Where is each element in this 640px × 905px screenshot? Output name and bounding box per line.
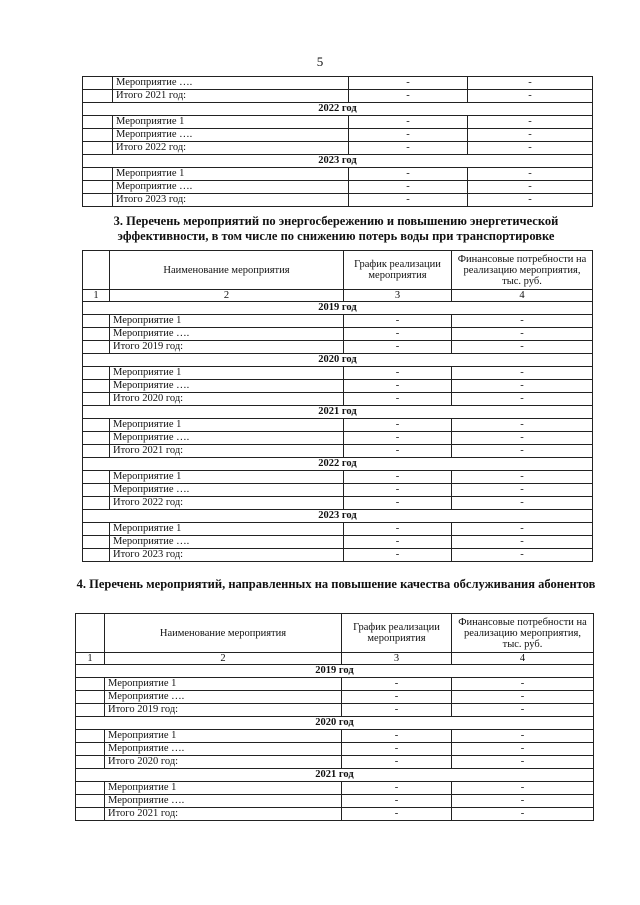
total-label: Итого 2021 год: bbox=[113, 90, 349, 103]
event-name: Мероприятие …. bbox=[110, 328, 344, 341]
event-name: Мероприятие 1 bbox=[110, 471, 344, 484]
event-row bbox=[83, 367, 593, 380]
event-name: Мероприятие 1 bbox=[110, 523, 344, 536]
row-number-cell bbox=[76, 795, 105, 808]
total-row bbox=[83, 142, 593, 155]
event-row bbox=[83, 523, 593, 536]
year-row bbox=[76, 769, 594, 782]
year-row bbox=[76, 717, 594, 730]
finance-cell: - bbox=[452, 393, 593, 406]
year-row bbox=[83, 510, 593, 523]
schedule-cell: - bbox=[344, 367, 452, 380]
finance-cell: - bbox=[452, 341, 593, 354]
schedule-cell: - bbox=[344, 419, 452, 432]
section-3-heading: 3. Перечень мероприятий по энергосбережению и повышению энергетической эффективности, в том числе по снижению потерь воды при транспортировке bbox=[113, 214, 559, 243]
total-label: Итого 2020 год: bbox=[105, 756, 342, 769]
finance-cell: - bbox=[468, 129, 593, 142]
event-name: Мероприятие …. bbox=[113, 181, 349, 194]
year-row bbox=[83, 302, 593, 315]
header-cell: Финансовые потребности на реализацию мероприятия, тыс. руб. bbox=[452, 614, 594, 653]
row-number-cell bbox=[83, 129, 113, 142]
event-name: Мероприятие …. bbox=[110, 432, 344, 445]
event-name: Мероприятие …. bbox=[110, 380, 344, 393]
row-number-cell bbox=[83, 484, 110, 497]
finance-cell: - bbox=[452, 730, 594, 743]
schedule-cell: - bbox=[349, 142, 468, 155]
year-label: 2021 год bbox=[76, 769, 594, 782]
event-name: Мероприятие …. bbox=[105, 691, 342, 704]
year-row bbox=[76, 665, 594, 678]
row-number-cell bbox=[76, 691, 105, 704]
event-name: Мероприятие 1 bbox=[105, 678, 342, 691]
column-number: 2 bbox=[105, 653, 342, 665]
finance-cell: - bbox=[468, 142, 593, 155]
event-row bbox=[83, 116, 593, 129]
finance-cell: - bbox=[452, 367, 593, 380]
schedule-cell: - bbox=[349, 90, 468, 103]
schedule-cell: - bbox=[342, 678, 452, 691]
year-row bbox=[83, 103, 593, 116]
event-row bbox=[83, 181, 593, 194]
row-number-cell bbox=[83, 90, 113, 103]
finance-cell: - bbox=[468, 194, 593, 207]
row-number-cell bbox=[83, 380, 110, 393]
total-row bbox=[76, 704, 594, 717]
row-number-cell bbox=[83, 194, 113, 207]
section-4-table bbox=[75, 613, 594, 821]
schedule-cell: - bbox=[342, 743, 452, 756]
schedule-cell: - bbox=[342, 808, 452, 821]
finance-cell: - bbox=[468, 77, 593, 90]
row-number-cell bbox=[76, 808, 105, 821]
event-row bbox=[83, 129, 593, 142]
row-number-cell bbox=[83, 497, 110, 510]
column-number: 1 bbox=[83, 290, 110, 302]
total-label: Итого 2022 год: bbox=[110, 497, 344, 510]
total-row bbox=[83, 497, 593, 510]
row-number-cell bbox=[83, 471, 110, 484]
event-row bbox=[83, 77, 593, 90]
finance-cell: - bbox=[452, 808, 594, 821]
row-number-cell bbox=[83, 168, 113, 181]
total-label: Итого 2021 год: bbox=[105, 808, 342, 821]
header-row bbox=[76, 614, 594, 653]
event-row bbox=[83, 380, 593, 393]
header-cell: Наименование мероприятия bbox=[105, 614, 342, 653]
finance-cell: - bbox=[452, 445, 593, 458]
row-number-cell bbox=[83, 181, 113, 194]
row-number-cell bbox=[83, 549, 110, 562]
year-row bbox=[83, 155, 593, 168]
event-name: Мероприятие …. bbox=[110, 484, 344, 497]
schedule-cell: - bbox=[344, 471, 452, 484]
finance-cell: - bbox=[468, 168, 593, 181]
schedule-cell: - bbox=[344, 536, 452, 549]
schedule-cell: - bbox=[342, 756, 452, 769]
schedule-cell: - bbox=[349, 181, 468, 194]
finance-cell: - bbox=[468, 90, 593, 103]
row-number-cell bbox=[76, 756, 105, 769]
total-label: Итого 2022 год: bbox=[113, 142, 349, 155]
column-number-row bbox=[76, 653, 594, 665]
row-number-cell bbox=[83, 315, 110, 328]
schedule-cell: - bbox=[349, 116, 468, 129]
column-number: 1 bbox=[76, 653, 105, 665]
year-label: 2020 год bbox=[76, 717, 594, 730]
total-row bbox=[76, 808, 594, 821]
schedule-cell: - bbox=[344, 341, 452, 354]
row-number-cell bbox=[83, 142, 113, 155]
events-table-continued bbox=[82, 76, 593, 207]
event-row bbox=[83, 315, 593, 328]
schedule-cell: - bbox=[344, 484, 452, 497]
column-number: 3 bbox=[344, 290, 452, 302]
column-number-row bbox=[83, 290, 593, 302]
finance-cell: - bbox=[452, 536, 593, 549]
schedule-cell: - bbox=[344, 549, 452, 562]
year-label: 2022 год bbox=[83, 103, 593, 116]
year-row bbox=[83, 354, 593, 367]
finance-cell: - bbox=[452, 704, 594, 717]
column-number: 2 bbox=[110, 290, 344, 302]
finance-cell: - bbox=[452, 549, 593, 562]
schedule-cell: - bbox=[342, 730, 452, 743]
year-label: 2022 год bbox=[83, 458, 593, 471]
total-row bbox=[83, 341, 593, 354]
event-row bbox=[76, 678, 594, 691]
finance-cell: - bbox=[452, 380, 593, 393]
finance-cell: - bbox=[452, 691, 594, 704]
schedule-cell: - bbox=[349, 194, 468, 207]
section-3-table bbox=[82, 250, 593, 562]
schedule-cell: - bbox=[349, 77, 468, 90]
finance-cell: - bbox=[452, 743, 594, 756]
year-label: 2019 год bbox=[76, 665, 594, 678]
schedule-cell: - bbox=[349, 129, 468, 142]
finance-cell: - bbox=[468, 181, 593, 194]
event-row bbox=[83, 419, 593, 432]
event-name: Мероприятие 1 bbox=[113, 168, 349, 181]
schedule-cell: - bbox=[344, 523, 452, 536]
total-row bbox=[83, 90, 593, 103]
page-number: 5 bbox=[316, 54, 324, 69]
total-label: Итого 2023 год: bbox=[110, 549, 344, 562]
finance-cell: - bbox=[452, 795, 594, 808]
schedule-cell: - bbox=[344, 432, 452, 445]
row-number-cell bbox=[83, 536, 110, 549]
year-label: 2021 год bbox=[83, 406, 593, 419]
schedule-cell: - bbox=[342, 795, 452, 808]
event-row bbox=[76, 795, 594, 808]
row-number-cell bbox=[83, 393, 110, 406]
finance-cell: - bbox=[452, 782, 594, 795]
year-row bbox=[83, 458, 593, 471]
year-row bbox=[83, 406, 593, 419]
event-name: Мероприятие 1 bbox=[110, 315, 344, 328]
row-number-cell bbox=[76, 730, 105, 743]
event-name: Мероприятие 1 bbox=[113, 116, 349, 129]
header-cell: График реализации мероприятия bbox=[342, 614, 452, 653]
total-row bbox=[83, 194, 593, 207]
finance-cell: - bbox=[452, 471, 593, 484]
year-label: 2023 год bbox=[83, 155, 593, 168]
schedule-cell: - bbox=[344, 315, 452, 328]
finance-cell: - bbox=[452, 678, 594, 691]
finance-cell: - bbox=[452, 432, 593, 445]
schedule-cell: - bbox=[344, 497, 452, 510]
event-name: Мероприятие 1 bbox=[110, 367, 344, 380]
row-number-cell bbox=[83, 77, 113, 90]
schedule-cell: - bbox=[344, 328, 452, 341]
schedule-cell: - bbox=[342, 782, 452, 795]
total-row bbox=[83, 549, 593, 562]
schedule-cell: - bbox=[344, 445, 452, 458]
schedule-cell: - bbox=[342, 691, 452, 704]
event-row bbox=[83, 484, 593, 497]
event-row bbox=[76, 730, 594, 743]
event-name: Мероприятие …. bbox=[105, 743, 342, 756]
header-cell: Наименование мероприятия bbox=[110, 251, 344, 290]
event-row bbox=[83, 536, 593, 549]
event-name: Мероприятие …. bbox=[113, 77, 349, 90]
schedule-cell: - bbox=[344, 380, 452, 393]
row-number-cell bbox=[83, 341, 110, 354]
finance-cell: - bbox=[452, 497, 593, 510]
row-number-cell bbox=[83, 445, 110, 458]
row-number-cell bbox=[83, 328, 110, 341]
row-number-cell bbox=[83, 367, 110, 380]
event-name: Мероприятие 1 bbox=[110, 419, 344, 432]
total-row bbox=[83, 445, 593, 458]
total-label: Итого 2023 год: bbox=[113, 194, 349, 207]
column-number: 3 bbox=[342, 653, 452, 665]
event-row bbox=[83, 471, 593, 484]
row-number-cell bbox=[76, 782, 105, 795]
event-name: Мероприятие 1 bbox=[105, 730, 342, 743]
row-number-cell bbox=[83, 116, 113, 129]
row-number-cell bbox=[76, 704, 105, 717]
total-row bbox=[83, 393, 593, 406]
total-label: Итого 2019 год: bbox=[110, 341, 344, 354]
year-label: 2019 год bbox=[83, 302, 593, 315]
row-number-cell bbox=[83, 523, 110, 536]
event-row bbox=[83, 168, 593, 181]
event-row bbox=[83, 432, 593, 445]
total-label: Итого 2019 год: bbox=[105, 704, 342, 717]
row-number-cell bbox=[83, 419, 110, 432]
event-name: Мероприятие …. bbox=[105, 795, 342, 808]
total-label: Итого 2021 год: bbox=[110, 445, 344, 458]
event-row bbox=[76, 743, 594, 756]
finance-cell: - bbox=[452, 328, 593, 341]
event-row bbox=[76, 782, 594, 795]
header-cell: Финансовые потребности на реализацию мероприятия, тыс. руб. bbox=[452, 251, 593, 290]
header-cell bbox=[83, 251, 110, 290]
finance-cell: - bbox=[452, 756, 594, 769]
event-name: Мероприятие …. bbox=[113, 129, 349, 142]
finance-cell: - bbox=[452, 419, 593, 432]
year-label: 2020 год bbox=[83, 354, 593, 367]
finance-cell: - bbox=[452, 315, 593, 328]
event-row bbox=[83, 328, 593, 341]
header-cell bbox=[76, 614, 105, 653]
schedule-cell: - bbox=[344, 393, 452, 406]
year-label: 2023 год bbox=[83, 510, 593, 523]
row-number-cell bbox=[76, 678, 105, 691]
section-4-heading: 4. Перечень мероприятий, направленных на повышение качества обслуживания абонентов bbox=[76, 577, 596, 591]
total-row bbox=[76, 756, 594, 769]
schedule-cell: - bbox=[342, 704, 452, 717]
column-number: 4 bbox=[452, 290, 593, 302]
total-label: Итого 2020 год: bbox=[110, 393, 344, 406]
schedule-cell: - bbox=[349, 168, 468, 181]
event-name: Мероприятие …. bbox=[110, 536, 344, 549]
column-number: 4 bbox=[452, 653, 594, 665]
finance-cell: - bbox=[468, 116, 593, 129]
event-name: Мероприятие 1 bbox=[105, 782, 342, 795]
event-row bbox=[76, 691, 594, 704]
row-number-cell bbox=[76, 743, 105, 756]
finance-cell: - bbox=[452, 484, 593, 497]
row-number-cell bbox=[83, 432, 110, 445]
header-cell: График реализации мероприятия bbox=[344, 251, 452, 290]
header-row bbox=[83, 251, 593, 290]
finance-cell: - bbox=[452, 523, 593, 536]
